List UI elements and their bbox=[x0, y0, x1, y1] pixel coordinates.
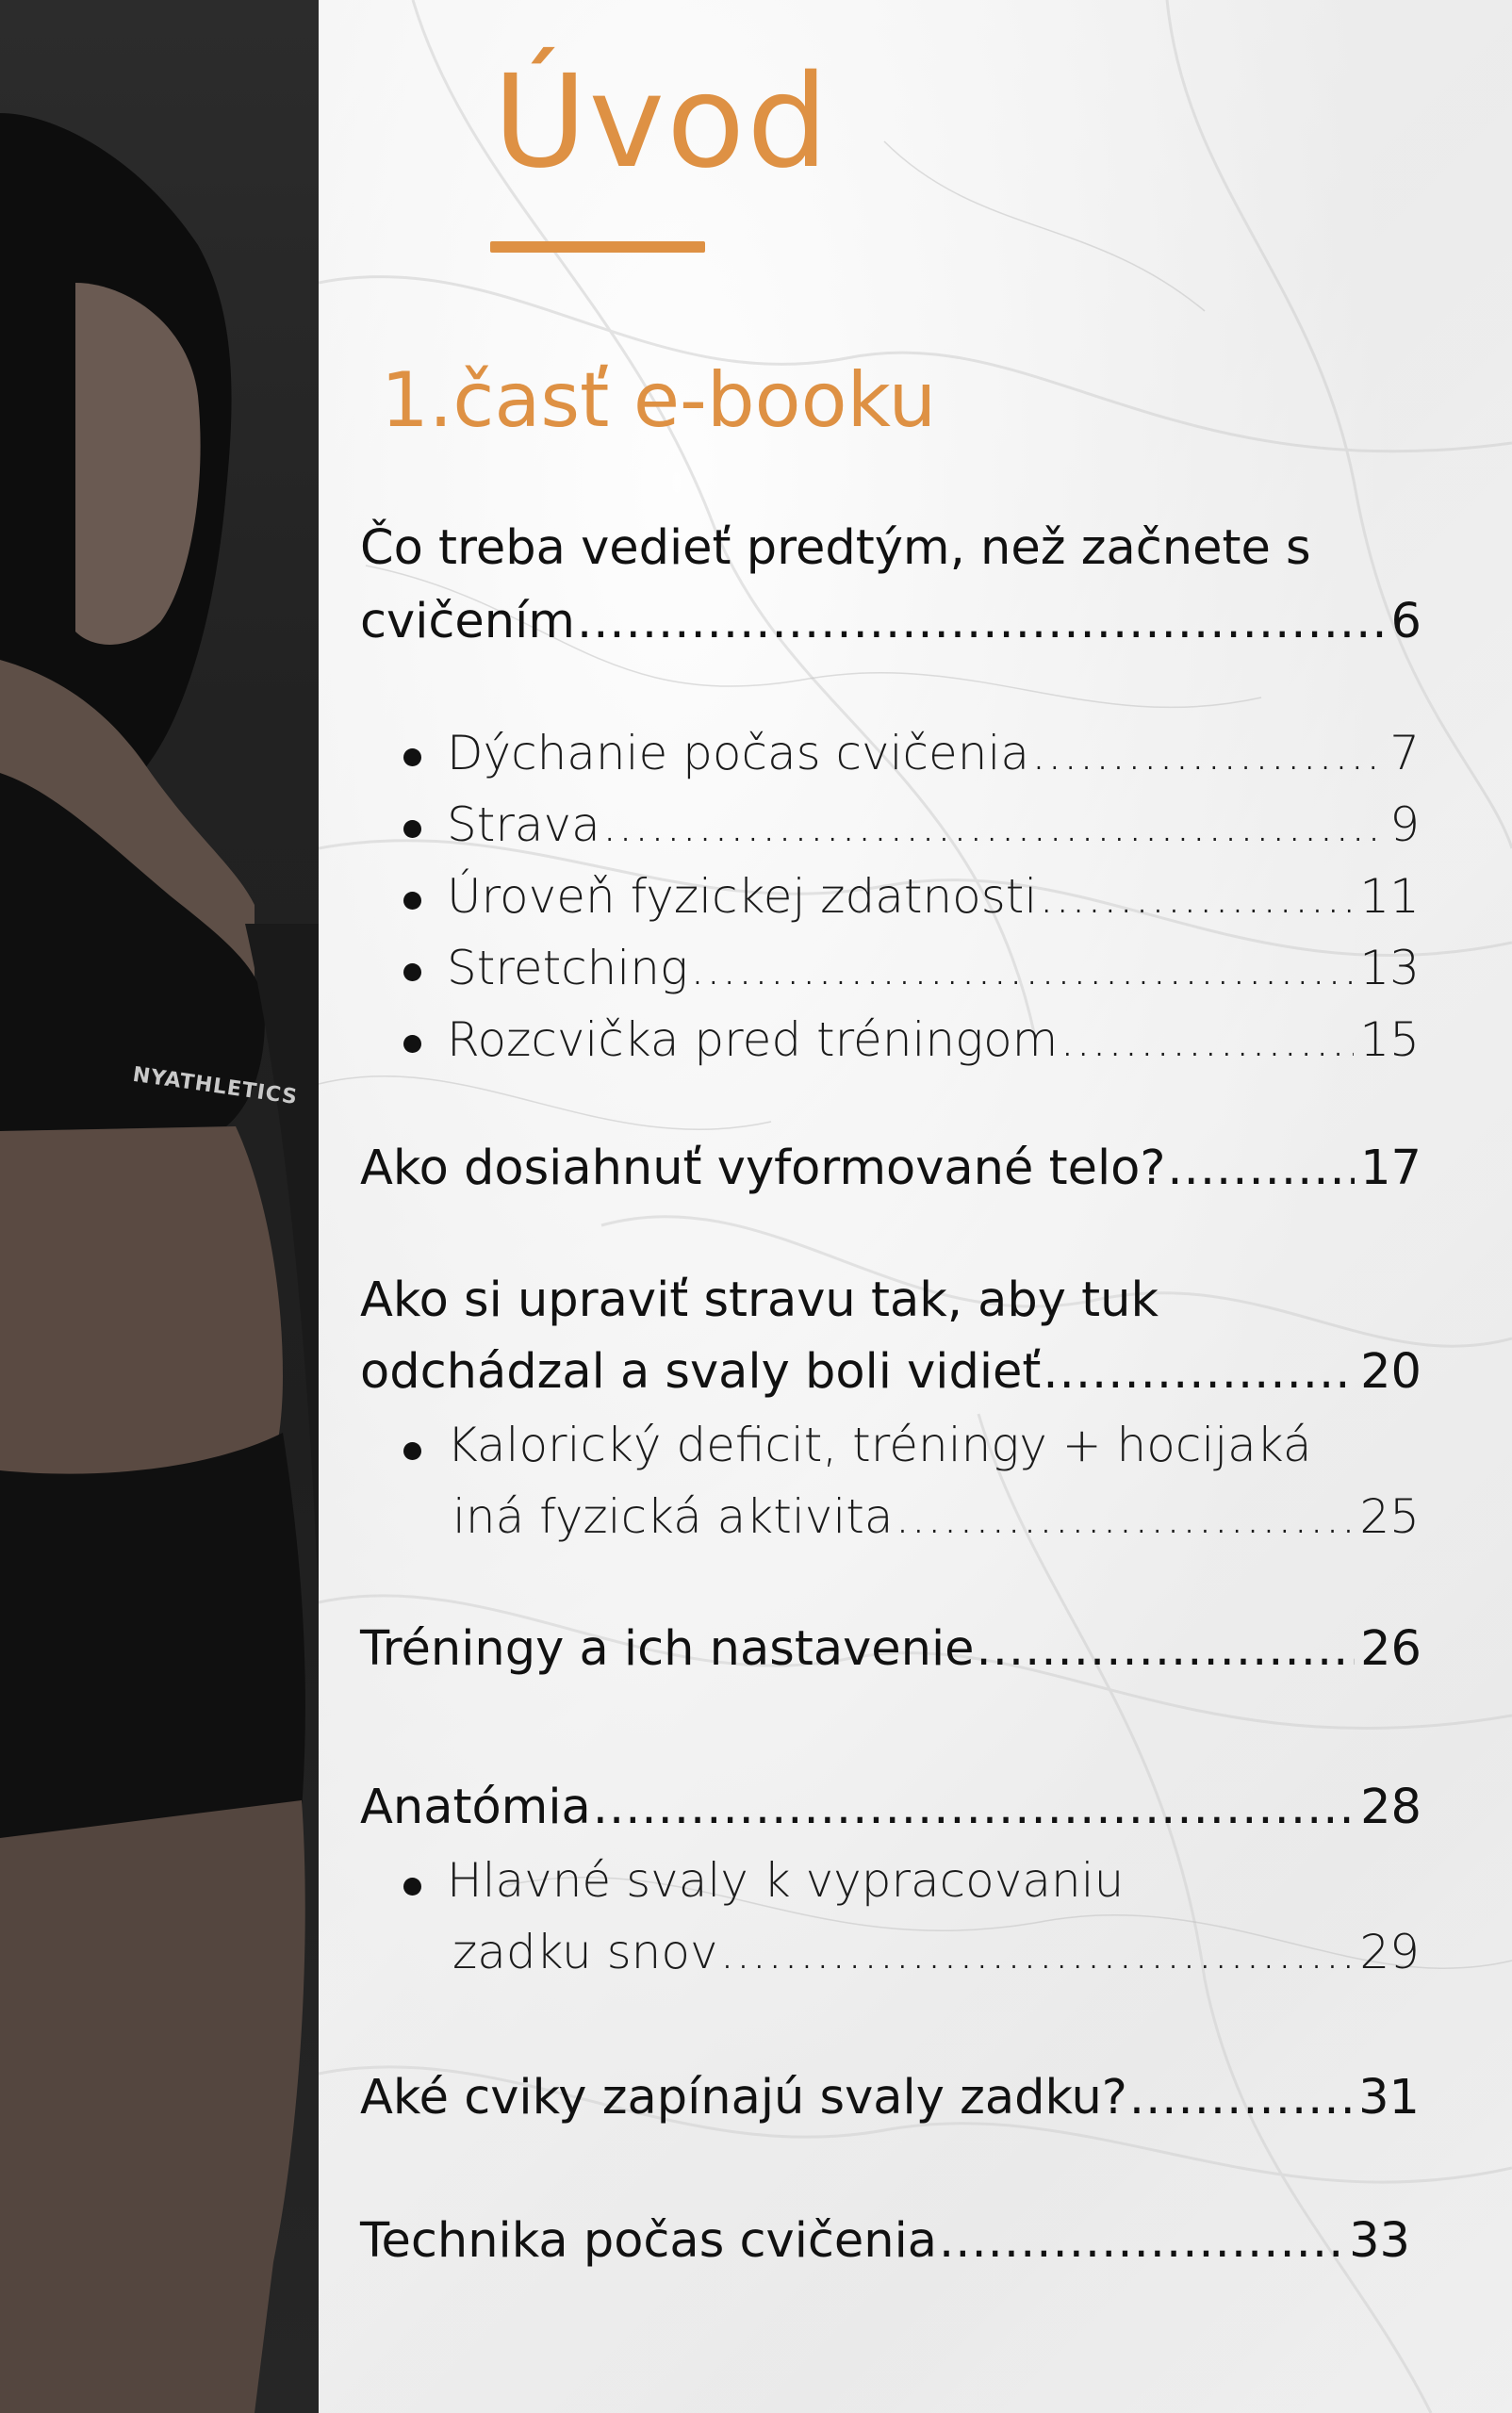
toc-page-number: 33 bbox=[1349, 2213, 1410, 2269]
toc-sub-item[interactable] bbox=[447, 941, 1420, 995]
toc-section-5[interactable] bbox=[360, 1780, 1422, 1835]
bullet-icon bbox=[403, 963, 421, 981]
toc-sub-item[interactable] bbox=[452, 1925, 1420, 1979]
leader-dots bbox=[593, 1780, 1355, 1835]
leader-dots bbox=[1031, 726, 1384, 780]
bullet-icon bbox=[403, 1035, 421, 1053]
toc-section-3-line1: Ako si upraviť stravu tak, aby tuk bbox=[360, 1272, 1159, 1328]
toc-sub-item[interactable] bbox=[447, 726, 1420, 780]
toc-page-number: 17 bbox=[1360, 1141, 1422, 1196]
toc-sub-item[interactable] bbox=[447, 797, 1420, 852]
bullet-icon bbox=[403, 892, 421, 910]
leader-dots bbox=[1043, 1344, 1355, 1400]
leader-dots bbox=[602, 797, 1384, 852]
brand-logo-text: NYATHLETICS bbox=[131, 1062, 300, 1110]
toc-page-number: 25 bbox=[1359, 1489, 1420, 1544]
leader-dots bbox=[977, 1621, 1356, 1677]
toc-page-number: 28 bbox=[1360, 1780, 1422, 1835]
toc-label: Stretching bbox=[447, 941, 688, 995]
toc-section-1-line1: Čo treba vedieť predtým, než začnete s bbox=[360, 520, 1311, 576]
toc-section-1[interactable] bbox=[360, 594, 1422, 649]
leader-dots bbox=[1039, 869, 1354, 924]
toc-label: Anatómia bbox=[360, 1780, 591, 1835]
athlete-photo bbox=[0, 0, 319, 2413]
toc-label: Úroveň fyzickej zdatnosti bbox=[447, 869, 1038, 924]
leader-dots bbox=[939, 2213, 1343, 2269]
toc-page-number: 13 bbox=[1359, 941, 1420, 995]
toc-label: cvičením bbox=[360, 594, 575, 649]
toc-label: iná fyzická aktivita bbox=[452, 1489, 894, 1544]
bullet-icon bbox=[403, 820, 421, 838]
toc-section-6[interactable] bbox=[360, 2070, 1420, 2126]
leader-dots bbox=[690, 941, 1354, 995]
toc-section-2[interactable] bbox=[360, 1141, 1422, 1196]
toc-page-number: 6 bbox=[1390, 594, 1422, 649]
toc-section-7[interactable] bbox=[360, 2213, 1410, 2269]
toc-page-number: 31 bbox=[1358, 2070, 1420, 2126]
toc-page-number: 29 bbox=[1359, 1925, 1420, 1979]
bullet-icon bbox=[403, 1442, 421, 1460]
toc-label: Aké cviky zapínajú svaly zadku? bbox=[360, 2070, 1127, 2126]
leader-dots bbox=[720, 1925, 1355, 1979]
toc-sub-item[interactable] bbox=[447, 869, 1420, 924]
toc-label: Tréningy a ich nastavenie bbox=[360, 1621, 975, 1677]
part-heading: 1.časť e-booku bbox=[381, 356, 937, 444]
toc-sub-item[interactable] bbox=[447, 1012, 1420, 1067]
toc-section-4[interactable] bbox=[360, 1621, 1422, 1677]
toc-sub-item[interactable] bbox=[452, 1489, 1420, 1544]
toc-label: Ako dosiahnuť vyformované telo? bbox=[360, 1141, 1166, 1196]
bullet-icon bbox=[403, 748, 421, 766]
leader-dots bbox=[577, 594, 1386, 649]
toc-label: odchádzal a svaly boli vidieť bbox=[360, 1344, 1042, 1400]
toc-page-number: 7 bbox=[1389, 726, 1420, 780]
leader-dots bbox=[1167, 1141, 1355, 1196]
toc-page-number: 9 bbox=[1389, 797, 1420, 852]
toc-label: zadku snov bbox=[452, 1925, 718, 1979]
bullet-icon bbox=[403, 1878, 421, 1896]
title-underline bbox=[490, 241, 705, 253]
toc-page-number: 15 bbox=[1359, 1012, 1420, 1067]
toc-sub-item-line1: Hlavné svaly k vypracovaniu bbox=[447, 1853, 1125, 1908]
toc-label: Technika počas cvičenia bbox=[360, 2213, 938, 2269]
page-title: Úvod bbox=[493, 48, 830, 197]
toc-label: Dýchanie počas cvičenia bbox=[447, 726, 1029, 780]
toc-label: Strava bbox=[447, 797, 600, 852]
toc-label: Rozcvička pred tréningom bbox=[447, 1012, 1059, 1067]
leader-dots bbox=[895, 1489, 1354, 1544]
leader-dots bbox=[1060, 1012, 1354, 1067]
table-of-contents-page bbox=[319, 0, 1512, 2413]
toc-page-number: 11 bbox=[1359, 869, 1420, 924]
leader-dots bbox=[1129, 2070, 1353, 2126]
toc-page-number: 26 bbox=[1360, 1621, 1422, 1677]
toc-page-number: 20 bbox=[1360, 1344, 1422, 1400]
toc-section-3[interactable] bbox=[360, 1344, 1422, 1400]
toc-sub-item-line1: Kalorický deficit, tréningy + hocijaká bbox=[447, 1418, 1312, 1472]
athlete-silhouette bbox=[0, 0, 319, 2413]
